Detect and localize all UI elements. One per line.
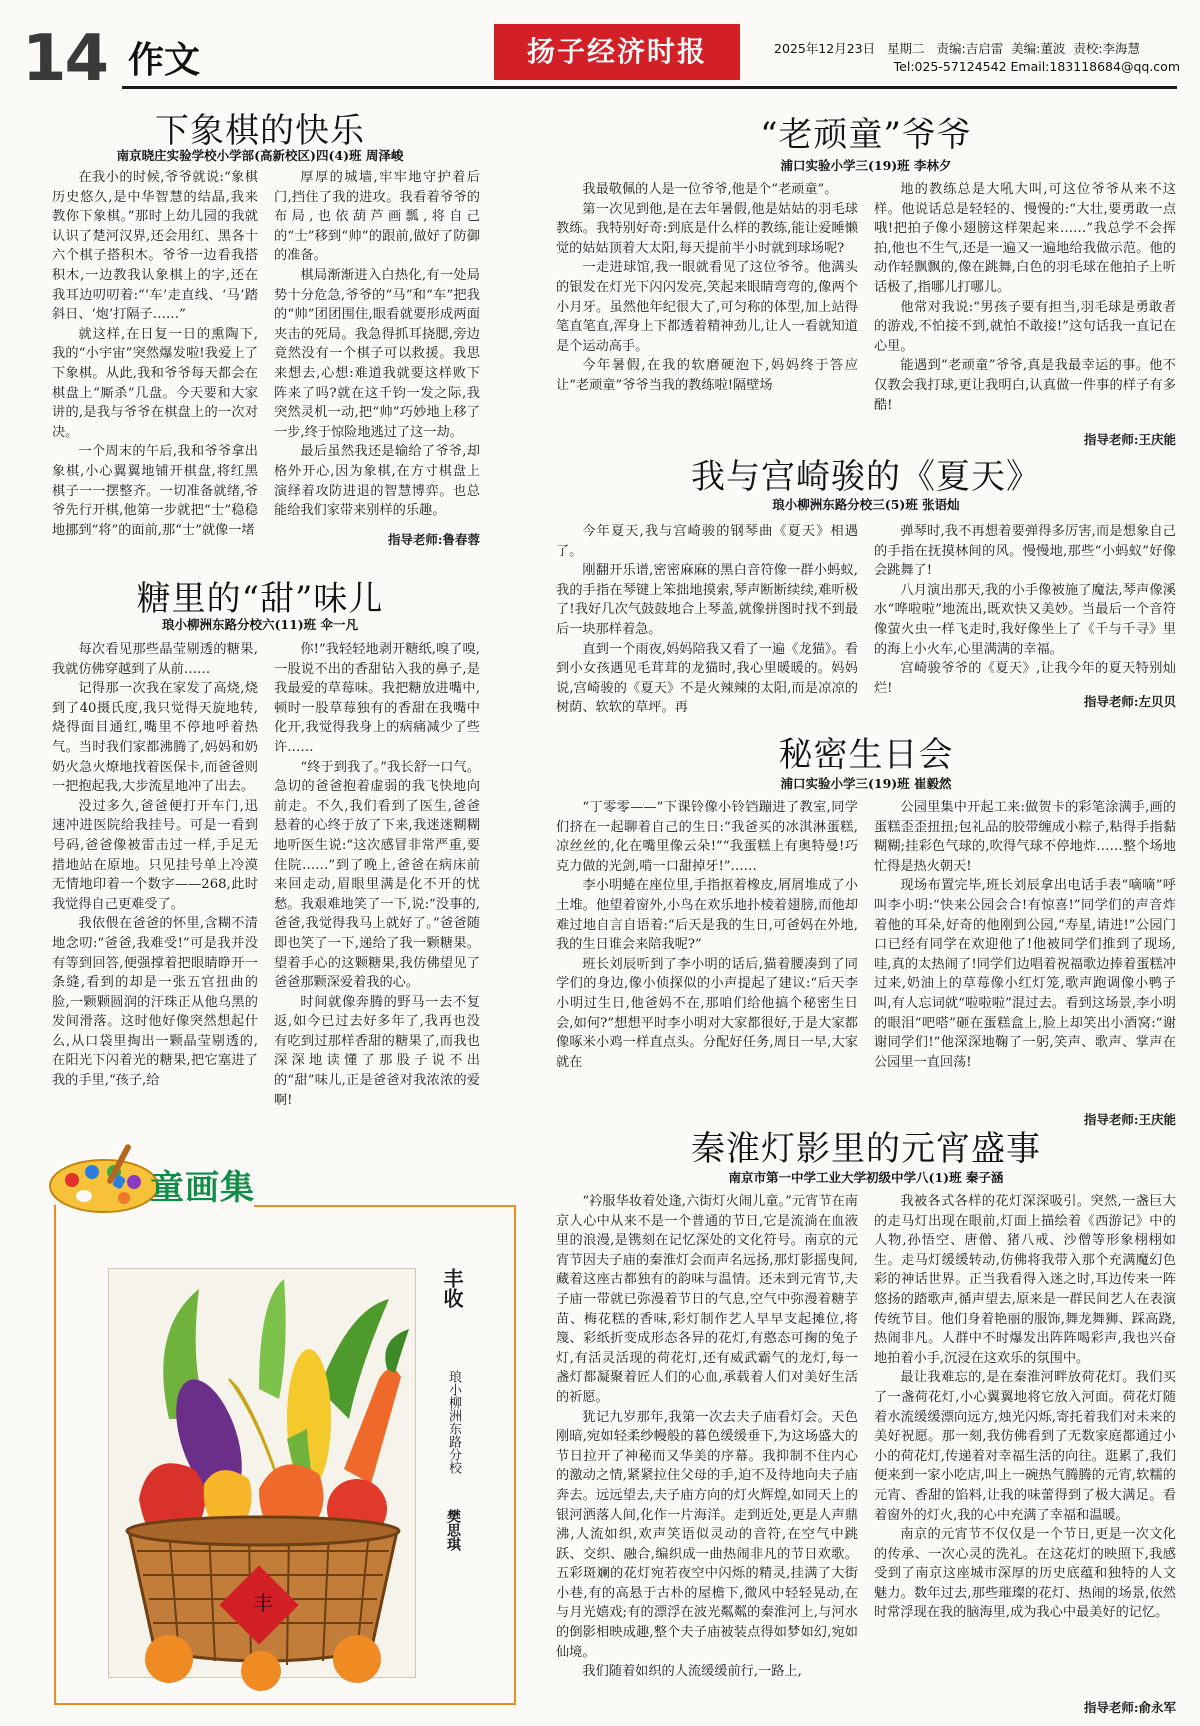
article-column xyxy=(52,168,258,538)
article-paragraph: 最让我难忘的,是在秦淮河畔放荷花灯。我们买了一盏荷花灯,小心翼翼地将它放入河面。荷花灯随着水流缓缓漂向远方,烛光闪烁,寄托着我们对未来的美好祝愿。那一刻,我仿佛看到了无数家庭都通过小小的荷花灯,传递着对幸福生活的向往。逛累了,我们便来到一家小吃店,叫上一碗热气腾腾的元宵,软糯的元宵、香甜的馅料,让我的味蕾得到了极大满足。看着窗外的灯火,我的心中充满了幸福和温暖。 xyxy=(874,1370,1176,1523)
article-column xyxy=(874,180,1176,432)
article-paragraph: 就这样,在日复一日的熏陶下,我的“小宇宙”突然爆发啦!我爱上了下象棋。从此,我和爷爷每天都会在棋盘上“厮杀”几盘。今天要和大家讲的,是我与爷爷在棋盘上的一次对决。 xyxy=(52,326,258,440)
article-column xyxy=(874,522,1176,694)
article-body-lantern xyxy=(556,1192,1176,1698)
article-paragraph: 时间就像奔腾的野马一去不复返,如今已过去好多年了,我再也没有吃到过那样香甜的糖果了,而我也深深地读懂了那股子说不出的“甜”味儿,正是爸爸对我浓浓的爱啊! xyxy=(274,994,480,1108)
article-paragraph: 记得那一次我在家发了高烧,烧到了40摄氏度,我只觉得天旋地转,烧得面目通红,嘴里不停地呼着热气。当时我们家都沸腾了,妈妈和奶奶火急火燎地找着医保卡,而爸爸则一把抱起我,大步流星地冲了出去。 xyxy=(52,681,258,795)
article-paragraph: 弹琴时,我不再想着要弹得多厉害,而是想象自己的手指在抚摸林间的风。慢慢地,那些“小蚂蚁”好像会跳舞了! xyxy=(874,524,1176,579)
article-paragraph: 李小明蜷在座位里,手指抠着橡皮,屑屑堆成了小土堆。他望着窗外,小鸟在欢乐地扑棱着翅膀,而他却难过地自言自语着:“后天是我的生日,可爸妈在外地,我的生日谁会来陪我呢?” xyxy=(556,878,858,953)
article-paragraph: 我最敬佩的人是一位爷爷,他是个“老顽童”。 xyxy=(582,182,838,197)
article-paragraph: 我们随着如织的人流缓缓前行,一路上, xyxy=(582,1664,802,1680)
article-paragraph: 在我小的时候,爷爷就说:“象棋历史悠久,是中华智慧的结晶,我来教你下象棋。”那时上幼儿园的我就认识了楚河汉界,还会用红、黑各十六个棋子搭积木。爷爷一边看我搭积木,一边教我认象棋上的字,还在我耳边叨叨着:“‘车’走直线、‘马’踏斜日、‘炮’打隔子……” xyxy=(52,170,258,323)
newspaper-logo xyxy=(494,24,740,80)
article-paragraph: 直到一个雨夜,妈妈陪我又看了一遍《龙猫》。看到小女孩遇见毛茸茸的龙猫时,我心里暖暖的。妈妈说,宫崎骏的《夏天》不是火辣辣的太阳,而是凉凉的树荫、软软的草坪。再 xyxy=(556,641,858,716)
article-paragraph: 每次看见那些晶莹剔透的糖果,我就仿佛穿越到了从前…… xyxy=(52,642,258,677)
teacher-credit-chess: 指导老师:鲁春蓉 xyxy=(387,532,480,547)
article-byline-candy: 琅小柳洲东路分校六(11)班 伞一凡 xyxy=(161,617,359,632)
article-body-grandpa xyxy=(556,180,1176,432)
article-paragraph: 棋局渐渐进入白热化,有一处局势十分危急,爷爷的“马”和“车”把我的“帅”团团围住,眼看就要形成两面夹击的死局。我急得抓耳挠腮,旁边竟然没有一个棋子可以救援。我思来想去,心想:难道我就要这样败下阵来了吗?就在这千钧一发之际,我突然灵机一动,把“帅”巧妙地上移了一步,终于惊险地逃过了这一劫。 xyxy=(274,267,480,440)
article-paragraph: 公园里集中开起工来:做贺卡的彩笔涂满手,画的蛋糕歪歪扭扭;包礼品的胶带缠成小粽子,粘得手指黏糊糊;挂彩色气球的,吹得气球不停地炸……整个场地忙得是热火朝天! xyxy=(874,800,1176,874)
header-rule xyxy=(122,86,1177,89)
article-paragraph: 现场布置完毕,班长刘辰拿出电话手表“嘀嘀”呼叫李小明:“快来公园会合!有惊喜!”同学们的声音炸着他的耳朵,好奇的他刚到公园,“寿星,请进!”公园门口已经有同学在欢迎他了!他被同学们推到了现场,哇,真的太热闹了!同学们边唱着祝福歌边捧着蛋糕冲过来,奶油上的草莓像小红灯笼,歌声跑调像小鸭子叫,有人忘词就“啦啦啦”混过去。看到这场景,李小明的眼泪“吧嗒”砸在蛋糕盒上,脸上却笑出小酒窝:“谢谢同学们!”他深深地鞠了一躬,笑声、歌声、掌声在公园里一直回荡! xyxy=(874,878,1176,1070)
article-byline-lantern: 南京市第一中学工业大学初级中学八(1)班 秦子涵 xyxy=(728,1170,1004,1185)
article-column xyxy=(556,522,858,716)
painting-title: 丰收 xyxy=(440,1268,464,1308)
article-paragraph: 我被各式各样的花灯深深吸引。突然,一盏巨大的走马灯出现在眼前,灯面上描绘着《西游记》中的人物,孙悟空、唐僧、猪八戒、沙僧等形象栩栩如生。走马灯缓缓转动,仿佛将我带入那个充满魔幻色彩的神话世界。正当我看得入迷之时,耳边传来一阵悠扬的踏歌声,循声望去,原来是一群民间艺人在表演传统节目。他们身着艳丽的服饰,舞龙舞狮、踩高跷,热闹非凡。人群中不时爆发出阵阵喝彩声,我也兴奋地拍着小手,沉浸在这欢乐的氛围中。 xyxy=(874,1194,1176,1366)
article-column xyxy=(52,640,258,1108)
article-title-summer: 我与宫崎骏的《夏天》 xyxy=(691,457,1041,497)
painting-school: 琅小柳洲东路分校 xyxy=(446,1370,461,1474)
article-paragraph: “丁零零——”下课铃像小铃铛蹦进了教室,同学们挤在一起聊着自己的生日:“我爸买的冰淇淋蛋糕,凉丝丝的,化在嘴里像云朵!”“我蛋糕上有奥特曼!巧克力做的光剑,啃一口甜掉牙!”…… xyxy=(556,800,858,874)
section-title: 作文 xyxy=(128,40,201,81)
painting-author: 樊思琪 xyxy=(445,1509,461,1551)
newspaper-logo-text: 扬子经济时报 xyxy=(526,35,707,68)
article-byline-summer: 琅小柳洲东路分校三(5)班 张语灿 xyxy=(772,497,960,512)
article-byline-grandpa: 浦口实验小学三(19)班 李林夕 xyxy=(780,158,952,173)
article-column xyxy=(874,1192,1176,1698)
article-column xyxy=(556,180,858,432)
teacher-credit-birthday: 指导老师:王庆能 xyxy=(1083,1112,1176,1127)
designer-credit: 美编:董波 xyxy=(1011,41,1066,56)
article-paragraph: 今年夏天,我与宫崎骏的钢琴曲《夏天》相遇了。 xyxy=(556,524,858,559)
article-body-birthday xyxy=(556,798,1176,1112)
page-number: 14 xyxy=(22,22,108,96)
article-title-birthday: 秘密生日会 xyxy=(778,735,954,775)
teacher-credit-lantern: 指导老师:俞永军 xyxy=(1083,1700,1176,1715)
article-paragraph: 八月演出那天,我的小手像被施了魔法,琴声像溪水“哗啦啦”地流出,既欢快又美妙。当最后一个音符像萤火虫一样飞走时,我好像坐上了《千与千寻》里的海上小火车,心里满满的幸福。 xyxy=(874,582,1176,657)
article-paragraph: 最后虽然我还是输给了爷爷,却格外开心,因为象棋,在方寸棋盘上演绎着攻防进退的智慧博弈。也总能给我们家带来别样的乐趣。 xyxy=(274,444,480,519)
article-paragraph: 犹记九岁那年,我第一次去夫子庙看灯会。天色刚暗,宛如轻柔纱幔般的暮色缓缓垂下,为这场盛大的节日拉开了神秘而又华美的序幕。我抑制不住内心的激动之情,紧紧拉住父母的手,迫不及待地向夫子庙奔去。远远望去,夫子庙方向的灯火辉煌,如同天上的银河洒落人间,化作一片海洋。走到近处,更是人声鼎沸,人流如织,欢声笑语似灵动的音符,在空气中跳跃、交织、融合,编织成一曲热闹非凡的节日欢歌。五彩斑斓的花灯宛若夜空中闪烁的精灵,挂满了大街小巷,有的高悬于古朴的屋檐下,微风中轻轻晃动,在与月光嬉戏;有的漂浮在波光粼粼的秦淮河上,与河水的倒影相映成趣,整个夫子庙被装点得如梦如幻,宛如仙境。 xyxy=(556,1409,858,1660)
article-paragraph: 没过多久,爸爸便打开车门,迅速冲进医院给我挂号。可是一看到号码,爸爸像被雷击过一样,手足无措地站在原地。只见挂号单上冷漠无情地印着一个数字——268,此时我觉得自己更难受了。 xyxy=(52,798,258,912)
contact-info: Tel:025-57124542 Email:183118684@qq.com xyxy=(893,59,1180,74)
article-paragraph: 刚翻开乐谱,密密麻麻的黑白音符像一群小蚂蚁,我的手指在琴键上笨拙地摸索,琴声断断续续,难听极了!我好几次气鼓鼓地合上琴盖,就像拼图时找不到最后一块那样着急。 xyxy=(556,563,858,637)
article-column xyxy=(556,1192,858,1698)
article-column xyxy=(274,640,480,1108)
article-paragraph: 你!”我轻轻地剥开糖纸,嗅了嗅,一股说不出的香甜钻入我的鼻子,是我最爱的草莓味。我把糖放进嘴中,顿时一股草莓独有的香甜在我嘴中化开,我觉得我身上的病痛减少了些许…… xyxy=(274,642,480,755)
article-paragraph: 班长刘辰听到了李小明的话后,猫着腰凑到了同学们的身边,像小侦探似的小声提起了建议:“后天李小明过生日,他爸妈不在,那咱们给他搞个秘密生日会,如何?”想想平时李小明对大家都很好,于是大家都像啄米小鸡一样直点头。分配好任务,周日一早,大家就在 xyxy=(556,956,858,1070)
article-paragraph: 一个周末的午后,我和爷爷拿出象棋,小心翼翼地铺开棋盘,将红黑棋子一一摆整齐。一切准备就绪,爷爷先行开棋,他第一步就把“士”稳稳地挪到“将”的面前,那“士”就像一堵 xyxy=(52,444,258,538)
article-paragraph: “衿服华妆着处逢,六街灯火闹儿童。”元宵节在南京人心中从来不是一个普通的节日,它是流淌在血液里的浪漫,是镌刻在记忆深处的文化符号。南京的元宵节因夫子庙的秦淮灯会而声名远扬,那灯影摇曳间,藏着这座古都独有的韵味与温情。还未到元宵节,夫子庙一带就已弥漫着节日的气息,空气中弥漫着糖芋苗、梅花糕的香味,彩灯制作艺人早早支起摊位,将篾、彩纸折变成形态各异的花灯,有憨态可掬的兔子灯,有活灵活现的荷花灯,还有威武霸气的龙灯,每一盏灯都凝聚着匠人们的心血,承载着人们对美好生活的祈愿。 xyxy=(556,1194,858,1405)
teacher-credit-grandpa: 指导老师:王庆能 xyxy=(1083,432,1176,447)
issue-date: 2025年12月23日 xyxy=(774,41,876,56)
article-paragraph: 地的教练总是大吼大叫,可这位爷爷从来不这样。他说话总是轻轻的、慢慢的:“大壮,要勇敢一点哦!把拍子像小翅膀这样架起来……”我总学不会挥拍,他也不生气,还是一遍又一遍地给我做示范。他的动作轻飘飘的,像在跳舞,白色的羽毛球在他拍子上听话极了,指哪儿打哪儿。 xyxy=(874,182,1176,295)
article-body-chess xyxy=(52,168,480,538)
teacher-credit-summer: 指导老师:左贝贝 xyxy=(1083,694,1176,709)
article-title-chess: 下象棋的快乐 xyxy=(155,111,365,151)
article-paragraph: 宫崎骏爷爷的《夏天》,让我今年的夏天特别灿烂! xyxy=(874,661,1176,696)
article-title-candy: 糖里的“甜”味儿 xyxy=(136,579,384,619)
article-paragraph: 能遇到“老顽童”爷爷,真是我最幸运的事。他不仅教会我打球,更让我明白,认真做一件事的样子有多酷! xyxy=(874,358,1176,413)
article-column xyxy=(274,168,480,528)
issue-info xyxy=(774,40,1180,58)
article-body-candy xyxy=(52,640,480,1108)
editor-credit: 责编:吉启雷 xyxy=(936,41,1004,56)
article-column xyxy=(874,798,1176,1112)
article-title-lantern: 秦淮灯影里的元宵盛事 xyxy=(691,1129,1041,1169)
article-paragraph: 他常对我说:“男孩子要有担当,羽毛球是勇敢者的游戏,不怕接不到,就怕不敢接!”这句话我一直记在心里。 xyxy=(874,299,1176,354)
article-paragraph: 厚厚的城墙,牢牢地守护着后门,挡住了我的进攻。我看着爷爷的布局,也依葫芦画瓢,将自己的“士”移到“帅”的跟前,做好了防御的准备。 xyxy=(274,170,480,264)
article-title-grandpa: “老顽童”爷爷 xyxy=(760,115,972,155)
article-byline-birthday: 浦口实验小学三(19)班 崔毅然 xyxy=(780,776,952,791)
art-frame-top xyxy=(254,1205,516,1207)
art-column-title: 童画集 xyxy=(150,1168,255,1208)
article-paragraph: 第一次见到他,是在去年暑假,他是姑姑的羽毛球教练。我特别好奇:到底是什么样的教练,能让爱睡懒觉的姑姑顶着大太阳,每天提前半小时就到球场呢? xyxy=(556,201,858,256)
article-paragraph: 今年暑假,在我的软磨硬泡下,妈妈终于答应让“老顽童”爷爷当我的教练啦!隔壁场 xyxy=(556,358,858,393)
article-paragraph: 南京的元宵节不仅仅是一个节日,更是一次文化的传承、一次心灵的洗礼。在这花灯的映照下,我感受到了南京这座城市深厚的历史底蕴和独特的人文魅力。数年过去,那些璀璨的花灯、热闹的场景,依然时常浮现在我的脑海里,成为我心中最美好的记忆。 xyxy=(874,1527,1176,1621)
article-paragraph: 一走进球馆,我一眼就看见了这位爷爷。他满头的银发在灯光下闪闪发亮,笑起来眼睛弯弯的,像两个小月牙。虽然他年纪很大了,可匀称的体型,加上站得笔直笔直,浑身上下都透着精神劲儿,让人一看就知道是个运动高手。 xyxy=(556,260,858,354)
article-byline-chess: 南京晓庄实验学校小学部(高新校区)四(4)班 周泽峻 xyxy=(116,148,404,163)
basket-label: 丰 xyxy=(253,1591,273,1615)
issue-weekday: 星期二 xyxy=(887,41,925,56)
proofreader-credit: 责校:李海慧 xyxy=(1073,41,1141,56)
article-column xyxy=(556,798,858,1112)
article-paragraph: 我依偎在爸爸的怀里,含糊不清地念叨:“爸爸,我难受!”可是我并没有等到回答,便强撑着把眼睛睁开一条缝,看到的却是一张五官扭曲的脸,一颗颗圆润的汗珠正从他乌黑的发间滑落。这时他好像突然想起什么,从口袋里掏出一颗晶莹剔透的,在阳光下闪着光的糖果,把它塞进了我的手里,“孩子,给 xyxy=(52,916,258,1089)
article-paragraph: “终于到我了。”我长舒一口气。急切的爸爸抱着虚弱的我飞快地向前走。不久,我们看到了医生,爸爸悬着的心终于放了下来,我迷迷糊糊地听医生说:“这次感冒非常严重,要住院……”到了晚上,爸爸在病床前来回走动,眉眼里满是化不开的忧愁。我艰难地笑了一下,说:“没事的,爸爸,我觉得我马上就好了。”爸爸随即也笑了一下,递给了我一颗糖果。望着手心的这颗糖果,我仿佛望见了爸爸那颗深爱着我的心。 xyxy=(274,759,480,991)
